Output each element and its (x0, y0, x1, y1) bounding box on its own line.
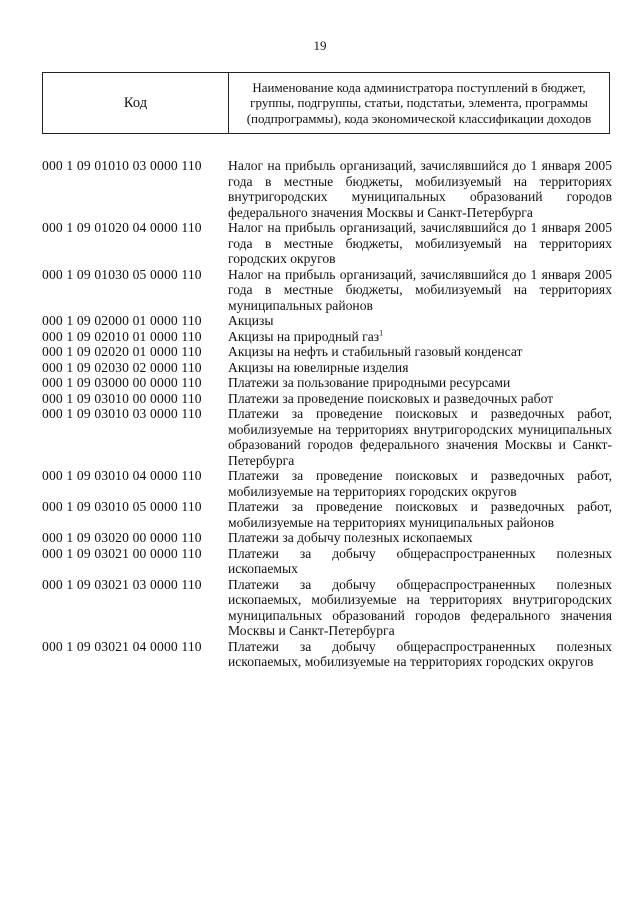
row-code: 000 1 09 03010 00 0000 110 (42, 390, 202, 406)
row-description-text: Акцизы на природный газ (228, 328, 380, 344)
row-description-text: Платежи за проведение поисковых и разведочных работ, мобилизуемые на территориях городских округов (228, 468, 612, 499)
row-description-text: Платежи за добычу общераспространенных полезных ископаемых (228, 545, 612, 576)
row-code: 000 1 09 02020 01 0000 110 (42, 344, 202, 359)
classification-list (42, 158, 612, 670)
row-description (228, 329, 612, 345)
row-description (228, 220, 612, 267)
table-row (42, 499, 612, 530)
row-description (228, 530, 612, 546)
table-row (42, 468, 612, 499)
row-code: 000 1 09 03010 05 0000 110 (42, 499, 202, 514)
row-description (228, 360, 612, 376)
row-description (228, 499, 612, 530)
row-description-text: Платежи за добычу полезных ископаемых (228, 530, 473, 545)
row-code: 000 1 09 01010 03 0000 110 (42, 158, 202, 173)
row-code: 000 1 09 01020 04 0000 110 (42, 220, 202, 235)
row-code: 000 1 09 03000 00 0000 110 (42, 375, 202, 390)
row-description-text: Налог на прибыль организаций, зачислявшийся до 1 января 2005 года в местные бюджеты, мобилизуемый на территориях муниципальных районов (228, 266, 612, 313)
page-number: 19 (313, 38, 327, 53)
row-description-text: Налог на прибыль организаций, зачислявшийся до 1 января 2005 года в местные бюджеты, мобилизуемый на территориях внутригородских муниципальных образований городов федерального значения Москвы и Санкт-Петербурга (228, 158, 612, 220)
row-description (228, 577, 612, 639)
row-description (228, 344, 612, 360)
row-description-text: Платежи за добычу общераспространенных полезных ископаемых, мобилизуемые на территориях городских округов (228, 638, 612, 669)
row-description (228, 391, 612, 407)
table-row (42, 158, 612, 220)
table-row (42, 639, 612, 670)
table-row (42, 406, 612, 468)
row-code: 000 1 09 03021 03 0000 110 (42, 576, 202, 592)
table-row (42, 546, 612, 577)
row-code: 000 1 09 02030 02 0000 110 (42, 359, 202, 375)
row-description (228, 267, 612, 314)
table-row (42, 577, 612, 639)
row-description-text: Платежи за проведение поисковых и разведочных работ, мобилизуемые на территориях внутригородских муниципальных образований городов федерального значения Москвы и Санкт-Петербурга (228, 406, 612, 468)
row-code: 000 1 09 02010 01 0000 110 (42, 328, 202, 344)
row-description-text: Платежи за проведение поисковых и разведочных работ, мобилизуемые на территориях муниципальных районов (228, 499, 612, 530)
row-description-text: Акцизы на ювелирные изделия (228, 359, 409, 375)
table-row (42, 313, 612, 329)
row-code: 000 1 09 03021 04 0000 110 (42, 638, 202, 654)
row-code: 000 1 09 03021 00 0000 110 (42, 545, 202, 561)
table-row (42, 220, 612, 267)
row-description (228, 158, 612, 220)
row-code: 000 1 09 03010 04 0000 110 (42, 468, 202, 483)
table-row (42, 530, 612, 546)
row-description-text: Налог на прибыль организаций, зачислявшийся до 1 января 2005 года в местные бюджеты, мобилизуемый на территориях городских округов (228, 220, 612, 266)
table-row (42, 344, 612, 360)
row-description-text: Акцизы на нефть и стабильный газовый конденсат (228, 344, 523, 359)
row-code: 000 1 09 01030 05 0000 110 (42, 266, 202, 282)
table-row (42, 360, 612, 376)
row-code: 000 1 09 02000 01 0000 110 (42, 313, 202, 328)
row-description (228, 468, 612, 499)
row-description-text: Платежи за проведение поисковых и разведочных работ (228, 390, 554, 406)
table-row (42, 375, 612, 391)
footnote-marker: 1 (379, 327, 384, 337)
table-row (42, 329, 612, 345)
row-description-text: Акцизы (228, 313, 274, 328)
row-description-text: Платежи за добычу общераспространенных полезных ископаемых, мобилизуемые на территориях внутригородских муниципальных образований городов федерального значения Москвы и Санкт-Петербурга (228, 576, 612, 638)
row-description (228, 375, 612, 391)
header-code-label: Код (43, 73, 229, 134)
row-description-text: Платежи за пользование природными ресурсами (228, 375, 511, 390)
header-name-label: Наименование кода администратора поступлений в бюджет, группы, подгруппы, статьи, подстатьи, элемента, программы (подпрограммы), кода экономической классификации доходов (229, 73, 610, 134)
row-description (228, 546, 612, 577)
row-code: 000 1 09 03020 00 0000 110 (42, 530, 202, 545)
row-description (228, 406, 612, 468)
row-code: 000 1 09 03010 03 0000 110 (42, 406, 202, 421)
row-description (228, 313, 612, 329)
table-row (42, 267, 612, 314)
table-row (42, 391, 612, 407)
table-header (42, 72, 610, 134)
row-description (228, 639, 612, 670)
